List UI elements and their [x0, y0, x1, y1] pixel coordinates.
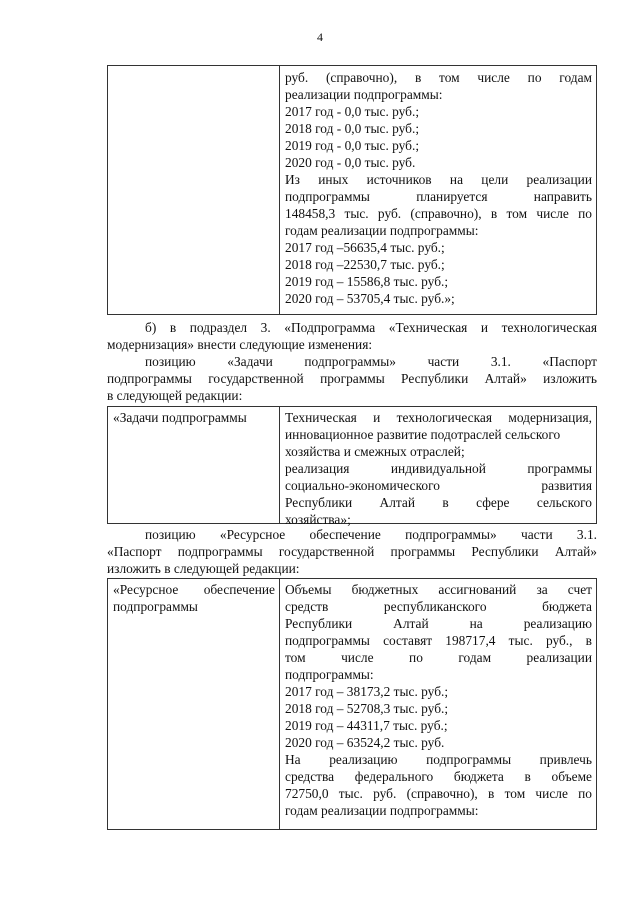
paragraph-resources: [107, 526, 597, 577]
table-line: 72750,0 тыс. руб. (справочно), в том числе по: [285, 786, 592, 801]
table-line: средства федерального бюджета в объеме: [285, 769, 592, 784]
tasks-table: [107, 406, 597, 527]
table-line: 2017 год - 0,0 тыс. руб.;: [285, 104, 420, 119]
table-line: Республики Алтай на реализацию: [285, 616, 592, 631]
table-label: подпрограммы: [113, 599, 198, 614]
table-line: подпрограммы планируется направить: [285, 189, 592, 204]
table-left-cell: [108, 579, 280, 829]
table-line: реализация индивидуальной программы: [285, 461, 592, 476]
table-line: подпрограммы составят 198717,4 тыс. руб., в: [285, 633, 592, 648]
table-line: 2020 год - 0,0 тыс. руб.: [285, 155, 416, 170]
table-line: подпрограммы:: [285, 667, 374, 682]
table-left-cell: [108, 407, 280, 523]
paragraph-b: [107, 319, 597, 353]
table-line: инновационное развитие подотраслей сельского: [285, 427, 561, 442]
paragraph-line: позицию «Задачи подпрограммы» части 3.1. «Паспорт: [145, 354, 597, 369]
table-line: средств республиканского бюджета: [285, 599, 592, 614]
table-line: 2020 год – 53705,4 тыс. руб.»;: [285, 291, 455, 306]
paragraph-tasks: [107, 353, 597, 404]
table-right-cell: [280, 69, 596, 307]
paragraph-line: модернизация» внести следующие изменения:: [107, 337, 373, 352]
page-number: 4: [317, 30, 323, 44]
table-line: 2018 год - 0,0 тыс. руб.;: [285, 121, 420, 136]
table-line: 2018 год – 52708,3 тыс. руб.;: [285, 701, 449, 716]
table-line: 2018 год –22530,7 тыс. руб.;: [285, 257, 445, 272]
paragraph-line: изложить в следующей редакции:: [107, 561, 300, 576]
resource-table-continuation: [107, 65, 597, 315]
table-line: годам реализации подпрограммы:: [285, 223, 479, 238]
paragraph-line: позицию «Ресурсное обеспечение подпрограммы» части 3.1.: [145, 527, 597, 542]
table-line: социально-экономического развития: [285, 478, 592, 493]
table-line: Из иных источников на цели реализации: [285, 172, 592, 187]
table-label: «Задачи подпрограммы: [113, 410, 247, 425]
table-line: Объемы бюджетных ассигнований за счет: [285, 582, 592, 597]
table-line: руб. (справочно), в том числе по годам: [285, 70, 592, 85]
table-left-cell: [108, 66, 280, 314]
paragraph-line: подпрограммы государственной программы Республики Алтай» изложить: [107, 371, 597, 386]
table-line: Республики Алтай в сфере сельского: [285, 495, 592, 510]
table-line: хозяйства и смежных отраслей;: [285, 444, 465, 459]
table-line: годам реализации подпрограммы:: [285, 803, 479, 818]
table-line: 2017 год – 38173,2 тыс. руб.;: [285, 684, 449, 699]
table-line: том числе по годам реализации: [285, 650, 592, 665]
table-line: 2019 год - 0,0 тыс. руб.;: [285, 138, 420, 153]
table-line: На реализацию подпрограммы привлечь: [285, 752, 592, 767]
table-line: Техническая и технологическая модернизация,: [285, 410, 592, 425]
table-line: хозяйства»;: [285, 512, 351, 527]
table-line: реализации подпрограммы:: [285, 87, 443, 102]
table-line: 2019 год – 44311,7 тыс. руб.;: [285, 718, 448, 733]
paragraph-line: б) в подраздел 3. «Подпрограмма «Техническая и технологическая: [145, 320, 597, 335]
table-right-cell: [280, 581, 596, 819]
resources-table: [107, 578, 597, 830]
table-line: 2017 год –56635,4 тыс. руб.;: [285, 240, 445, 255]
table-line: 2019 год – 15586,8 тыс. руб.;: [285, 274, 449, 289]
paragraph-line: в следующей редакции:: [107, 388, 243, 403]
paragraph-line: «Паспорт подпрограммы государственной программы Республики Алтай»: [107, 544, 597, 559]
table-label: «Ресурсное обеспечение: [113, 582, 275, 597]
table-right-cell: [280, 409, 596, 528]
table-line: 2020 год – 63524,2 тыс. руб.: [285, 735, 445, 750]
table-line: 148458,3 тыс. руб. (справочно), в том числе по: [285, 206, 592, 221]
